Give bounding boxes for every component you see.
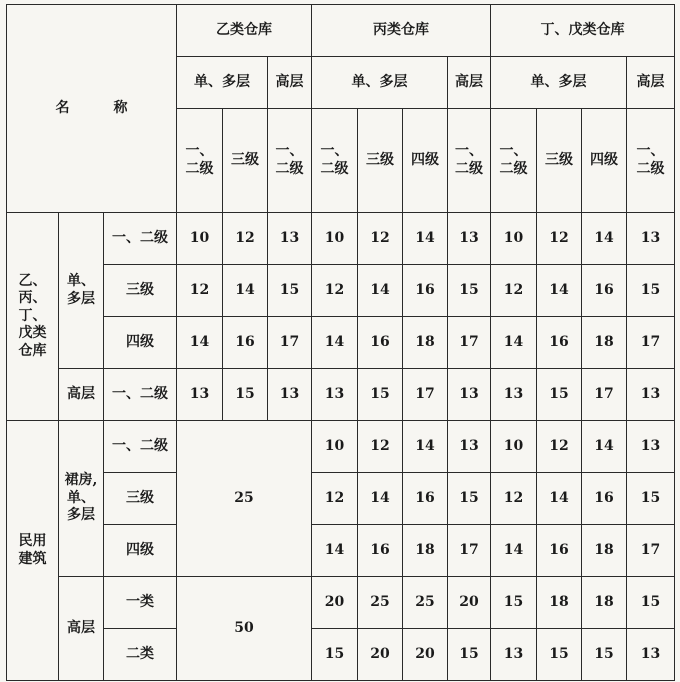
table-row-w-sm-g12 [7, 213, 675, 265]
table-cell: 18 [582, 577, 627, 629]
table-cell: 12 [177, 265, 223, 317]
table-cell: 16 [537, 317, 582, 369]
table-cell: 12 [358, 421, 403, 473]
section-label-warehouse [7, 213, 59, 421]
grade12-line1: 一、 [499, 143, 528, 159]
table-cell: 17 [268, 317, 312, 369]
table-row-c-hr-c2 [7, 629, 675, 681]
table-cell: 15 [627, 473, 675, 525]
table-cell: 14 [223, 265, 268, 317]
table-cell: 10 [312, 421, 358, 473]
table-cell: 15 [537, 629, 582, 681]
table-cell: 12 [491, 265, 537, 317]
table-cell: 13 [627, 213, 675, 265]
table-cell: 15 [537, 369, 582, 421]
grade12-line2: 二级 [455, 160, 484, 177]
table-cell: 17 [582, 369, 627, 421]
table-cell: 17 [448, 525, 491, 577]
table-cell: 13 [448, 213, 491, 265]
de-sm-grade4: 四级 [582, 109, 627, 213]
table-cell: 15 [268, 265, 312, 317]
label-line: 多层 [67, 507, 95, 524]
table-cell: 13 [491, 369, 537, 421]
row-label: 三级 [104, 473, 177, 525]
table-cell: 14 [537, 473, 582, 525]
table-cell: 16 [358, 525, 403, 577]
b-hr-grade12 [268, 109, 312, 213]
table-cell: 13 [627, 421, 675, 473]
corner-char-2: 称 [113, 99, 128, 116]
sub-label-single-multi [59, 213, 104, 369]
table-row-c-pd-g12 [7, 421, 675, 473]
table-cell: 10 [312, 213, 358, 265]
c-sm-grade4: 四级 [403, 109, 448, 213]
header-corner-name [7, 5, 177, 213]
row-label: 四级 [104, 525, 177, 577]
grade12-line2: 二级 [185, 160, 214, 177]
table-cell: 20 [448, 577, 491, 629]
grade12-line1: 一、 [185, 143, 214, 159]
sub-label-high-rise: 高层 [59, 369, 104, 421]
label-line: 单、 [67, 489, 95, 506]
table-cell: 14 [537, 265, 582, 317]
table-cell: 20 [312, 577, 358, 629]
grade12-line2: 二级 [275, 160, 304, 177]
de-sm-grade3: 三级 [537, 109, 582, 213]
row-label: 四级 [104, 317, 177, 369]
table-cell: 18 [537, 577, 582, 629]
table-cell: 12 [491, 473, 537, 525]
label-line: 民用 [18, 533, 47, 549]
grade12-line2: 二级 [320, 160, 349, 177]
table-cell: 16 [537, 525, 582, 577]
table-cell: 15 [448, 265, 491, 317]
c-sm-grade12 [312, 109, 358, 213]
corner-char-1: 名 [55, 99, 70, 116]
table-cell: 10 [491, 213, 537, 265]
table-cell: 14 [491, 525, 537, 577]
b-high-rise-header: 高层 [268, 57, 312, 109]
row-label: 一、二级 [104, 213, 177, 265]
c-high-rise-header: 高层 [448, 57, 491, 109]
grade12-line2: 二级 [499, 160, 528, 177]
grade12-line1: 一、 [275, 143, 304, 159]
table-cell: 12 [537, 213, 582, 265]
label-line: 建筑 [18, 550, 47, 567]
table-cell: 15 [448, 629, 491, 681]
section-label-civil [7, 421, 59, 681]
label-line: 丙、 [18, 290, 47, 307]
table-cell: 18 [582, 317, 627, 369]
table-cell: 25 [358, 577, 403, 629]
table-cell: 14 [358, 265, 403, 317]
table-cell: 13 [627, 629, 675, 681]
label-line: 裙房, [64, 472, 98, 489]
row-label: 一、二级 [104, 369, 177, 421]
table-cell: 14 [177, 317, 223, 369]
table-cell: 16 [403, 265, 448, 317]
table-cell: 13 [268, 369, 312, 421]
header-row-groups [7, 5, 675, 57]
table-cell: 16 [403, 473, 448, 525]
table-cell: 15 [582, 629, 627, 681]
table-row-c-pd-g4 [7, 525, 675, 577]
de-hr-grade12 [627, 109, 675, 213]
fire-separation-distance-table [6, 4, 675, 681]
table-cell: 17 [448, 317, 491, 369]
table-row-w-sm-g3 [7, 265, 675, 317]
table-cell: 17 [627, 317, 675, 369]
table-cell: 15 [358, 369, 403, 421]
row-label: 一、二级 [104, 421, 177, 473]
table-cell: 16 [358, 317, 403, 369]
row-label: 三级 [104, 265, 177, 317]
table-cell: 13 [448, 421, 491, 473]
table-row-c-hr-c1 [7, 577, 675, 629]
table-cell: 15 [627, 265, 675, 317]
table-cell: 13 [177, 369, 223, 421]
b-sm-grade12 [177, 109, 223, 213]
table-cell: 13 [491, 629, 537, 681]
table-cell: 13 [268, 213, 312, 265]
grade12-line1: 一、 [455, 143, 484, 159]
table-cell: 18 [403, 317, 448, 369]
table-cell: 18 [403, 525, 448, 577]
table-cell: 12 [537, 421, 582, 473]
table-cell: 18 [582, 525, 627, 577]
label-line: 戊类 [18, 325, 47, 342]
table-cell: 14 [582, 213, 627, 265]
table-cell: 15 [223, 369, 268, 421]
table-cell: 15 [448, 473, 491, 525]
table-cell: 10 [177, 213, 223, 265]
merged-cell-podium: 25 [177, 421, 312, 577]
c-sm-grade3: 三级 [358, 109, 403, 213]
de-single-multi-header: 单、多层 [491, 57, 627, 109]
label-line: 单、 [67, 273, 95, 289]
de-sm-grade12 [491, 109, 537, 213]
row-label: 二类 [104, 629, 177, 681]
spec-table-sheet [6, 4, 675, 681]
table-cell: 12 [358, 213, 403, 265]
table-cell: 12 [312, 265, 358, 317]
table-cell: 15 [491, 577, 537, 629]
table-cell: 14 [582, 421, 627, 473]
c-hr-grade12 [448, 109, 491, 213]
label-line: 乙、 [18, 272, 47, 289]
grade12-line1: 一、 [320, 143, 349, 159]
label-line: 仓库 [18, 342, 47, 359]
table-cell: 15 [627, 577, 675, 629]
table-row-w-hr-g12 [7, 369, 675, 421]
table-cell: 14 [403, 421, 448, 473]
table-cell: 13 [627, 369, 675, 421]
c-single-multi-header: 单、多层 [312, 57, 448, 109]
table-cell: 12 [312, 473, 358, 525]
table-cell: 14 [358, 473, 403, 525]
table-cell: 14 [403, 213, 448, 265]
b-single-multi-header: 单、多层 [177, 57, 268, 109]
table-row-c-pd-g3 [7, 473, 675, 525]
table-cell: 10 [491, 421, 537, 473]
table-cell: 14 [312, 525, 358, 577]
group-header-b: 乙类仓库 [177, 5, 312, 57]
row-label: 一类 [104, 577, 177, 629]
group-header-de: 丁、戊类仓库 [491, 5, 675, 57]
merged-cell-high-rise: 50 [177, 577, 312, 681]
sub-label-civil-high-rise: 高层 [59, 577, 104, 681]
table-cell: 12 [223, 213, 268, 265]
label-line: 丁、 [18, 307, 47, 324]
b-sm-grade3: 三级 [223, 109, 268, 213]
de-high-rise-header: 高层 [627, 57, 675, 109]
table-row-w-sm-g4 [7, 317, 675, 369]
grade12-line1: 一、 [636, 143, 665, 159]
table-cell: 13 [448, 369, 491, 421]
table-cell: 20 [403, 629, 448, 681]
table-cell: 14 [312, 317, 358, 369]
table-cell: 16 [223, 317, 268, 369]
table-cell: 20 [358, 629, 403, 681]
label-line: 多层 [67, 290, 95, 307]
table-cell: 17 [403, 369, 448, 421]
table-cell: 16 [582, 473, 627, 525]
table-cell: 15 [312, 629, 358, 681]
table-cell: 16 [582, 265, 627, 317]
table-cell: 17 [627, 525, 675, 577]
group-header-c: 丙类仓库 [312, 5, 491, 57]
grade12-line2: 二级 [636, 160, 665, 177]
table-cell: 25 [403, 577, 448, 629]
table-cell: 14 [491, 317, 537, 369]
sub-label-podium [59, 421, 104, 577]
table-cell: 13 [312, 369, 358, 421]
